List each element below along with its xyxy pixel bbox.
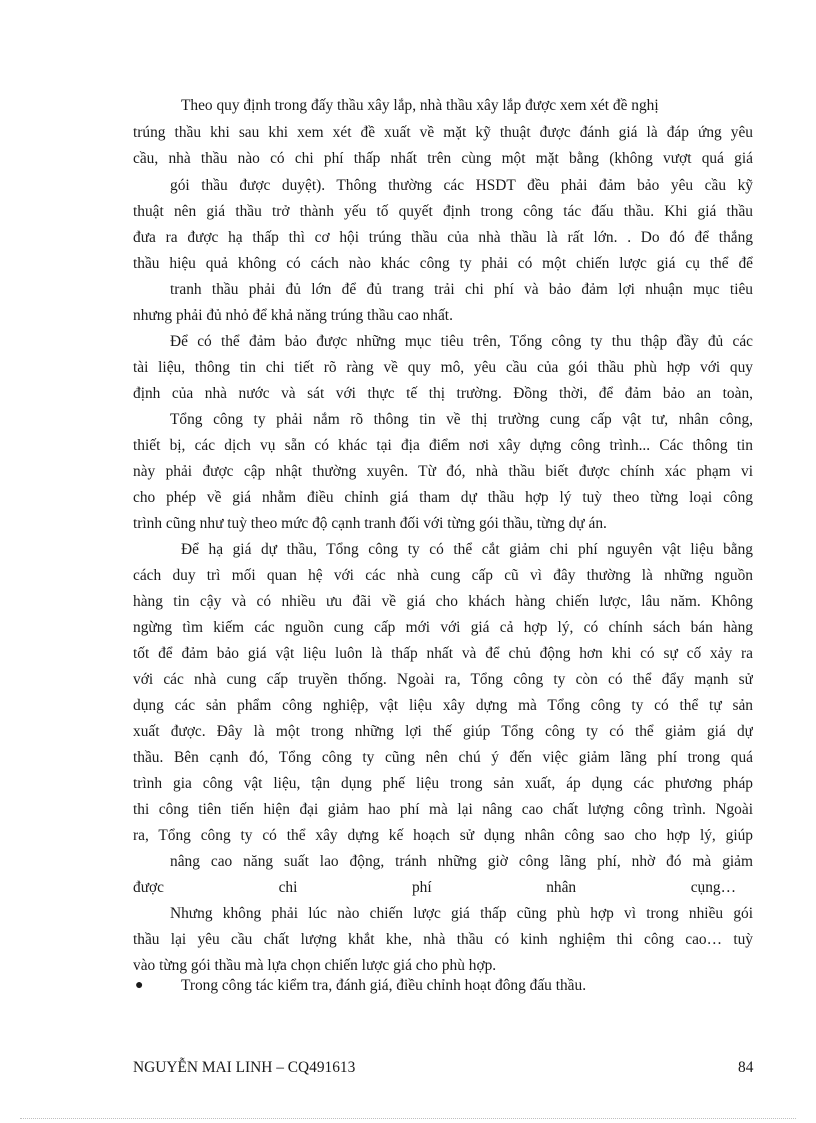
paragraph-line: cách duy trì mối quan hệ với các nhà cung cấp cũ vì đây thường là những nguồn (133, 567, 753, 584)
paragraph-line: tài liệu, thông tin chi tiết rõ ràng về quy mô, yêu cầu của gói thầu phù hợp với quy (133, 359, 753, 376)
paragraph-line: được chi phí nhân cụng… (133, 879, 736, 896)
paragraph-line: đưa ra được hạ thấp thì cơ hội trúng thầu của nhà thầu là rất lớn. . Do đó để thắng (133, 229, 753, 246)
footer-author: NGUYỄN MAI LINH – CQ491613 (133, 1059, 356, 1076)
paragraph-line: trình cũng như tuỳ theo mức độ cạnh tranh đối với từng gói thầu, từng dự án. (133, 515, 607, 532)
paragraph-line: Để hạ giá dự thầu, Tổng công ty có thể cắt giảm chi phí nguyên vật liệu bằng (181, 541, 753, 558)
paragraph-line: hàng tin cậy và có nhiều ưu đãi về giá cho khách hàng chiến lược, lâu năm. Không (133, 593, 753, 610)
paragraph-line: ra, Tổng công ty có thể xây dựng kế hoạch sử dụng nhân công sao cho hợp lý, giúp (133, 827, 753, 844)
paragraph-line: thuật nên giá thầu trở thành yếu tố quyết định trong công tác đấu thầu. Khi giá thầu (133, 203, 753, 220)
page-number: 84 (738, 1059, 754, 1076)
paragraph-line: trúng thầu khi sau khi xem xét đề xuất về mặt kỹ thuật được đánh giá là đáp ứng yêu (133, 124, 753, 141)
paragraph-line: thầu hiệu quả không có cách nào khác công ty phải có một chiến lược giá cụ thể để (133, 255, 753, 272)
paragraph-line: Để có thể đảm bảo được những mục tiêu trên, Tổng công ty thu thập đầy đủ các (170, 333, 753, 350)
paragraph-line: tranh thầu phải đủ lớn để đủ trang trải chi phí và bảo đảm lợi nhuận mục tiêu (170, 281, 753, 298)
paragraph-line: cầu, nhà thầu nào có chi phí thấp nhất trên cùng một mặt bằng (không vượt quá giá (133, 150, 753, 167)
bullet-item-text: Trong công tác kiểm tra, đánh giá, điều chỉnh hoạt đông đấu thầu. (181, 977, 587, 994)
paragraph-line: trình gia công vật liệu, tận dụng phế liệu trong sản xuất, áp dụng các phương pháp (133, 775, 753, 792)
paragraph-line: thiết bị, các dịch vụ sẵn có khác tại địa điểm nơi xây dựng công trình... Các thông tin (133, 437, 753, 454)
paragraph-line: Tổng công ty phải nắm rõ thông tin về thị trường cung cấp vật tư, nhân công, (170, 411, 753, 428)
paragraph-line: cho phép về giá nhằm điều chỉnh giá tham dự thầu hợp lý tuỳ theo từng loại công (133, 489, 753, 506)
paragraph-line: thi công tiên tiến hiện đại giảm hao phí mà lại nâng cao chất lượng công trình. Ngoài (133, 801, 753, 818)
paragraph-line: tốt để đảm bảo giá vật liệu luôn là thấp nhất và để chủ động hơn khi có sự cố xảy ra (133, 645, 753, 662)
paragraph-line: này phải được cập nhật thường xuyên. Từ đó, nhà thầu biết được chính xác phạm vi (133, 463, 753, 480)
bullet-icon: ● (135, 978, 144, 993)
page-divider (20, 1118, 796, 1119)
paragraph-line: Nhưng không phải lúc nào chiến lược giá thấp cũng phù hợp vì trong nhiều gói (170, 905, 753, 922)
paragraph-line: ngừng tìm kiếm các nguồn cung cấp mới với giá cả hợp lý, có chính sách bán hàng (133, 619, 753, 636)
paragraph-line: thầu lại yêu cầu chất lượng khắt khe, nhà thầu có kinh nghiệm thi công cao… tuỳ (133, 931, 753, 948)
paragraph-line: nâng cao năng suất lao động, tránh những giờ công lãng phí, nhờ đó mà giảm (170, 853, 753, 870)
paragraph-line: với các nhà cung cấp truyền thống. Ngoài ra, Tổng công ty còn có thể đẩy mạnh sử (133, 671, 753, 688)
paragraph-line: xuất được. Đây là một trong những lợi thế giúp Tổng công ty có thể giảm giá dự (133, 723, 753, 740)
paragraph-line: thầu. Bên cạnh đó, Tổng công ty cũng nên chú ý đến việc giảm lãng phí trong quá (133, 749, 753, 766)
paragraph-line: Theo quy định trong đấy thầu xây lắp, nhà thầu xây lắp được xem xét đề nghị (181, 97, 659, 114)
paragraph-line: định của nhà nước và sát với thực tế thị trường. Đồng thời, để đảm bảo an toàn, (133, 385, 753, 402)
paragraph-line: nhưng phải đủ nhỏ để khả năng trúng thầu cao nhất. (133, 307, 453, 324)
paragraph-line: gói thầu được duyệt). Thông thường các HSDT đều phải đảm bảo yêu cầu kỹ (170, 177, 753, 194)
paragraph-line: dụng các sản phẩm công nghiệp, vật liệu xây dựng mà Tổng công ty có thể tự sản (133, 697, 753, 714)
paragraph-line: vào từng gói thầu mà lựa chọn chiến lược giá cho phù hợp. (133, 957, 497, 974)
